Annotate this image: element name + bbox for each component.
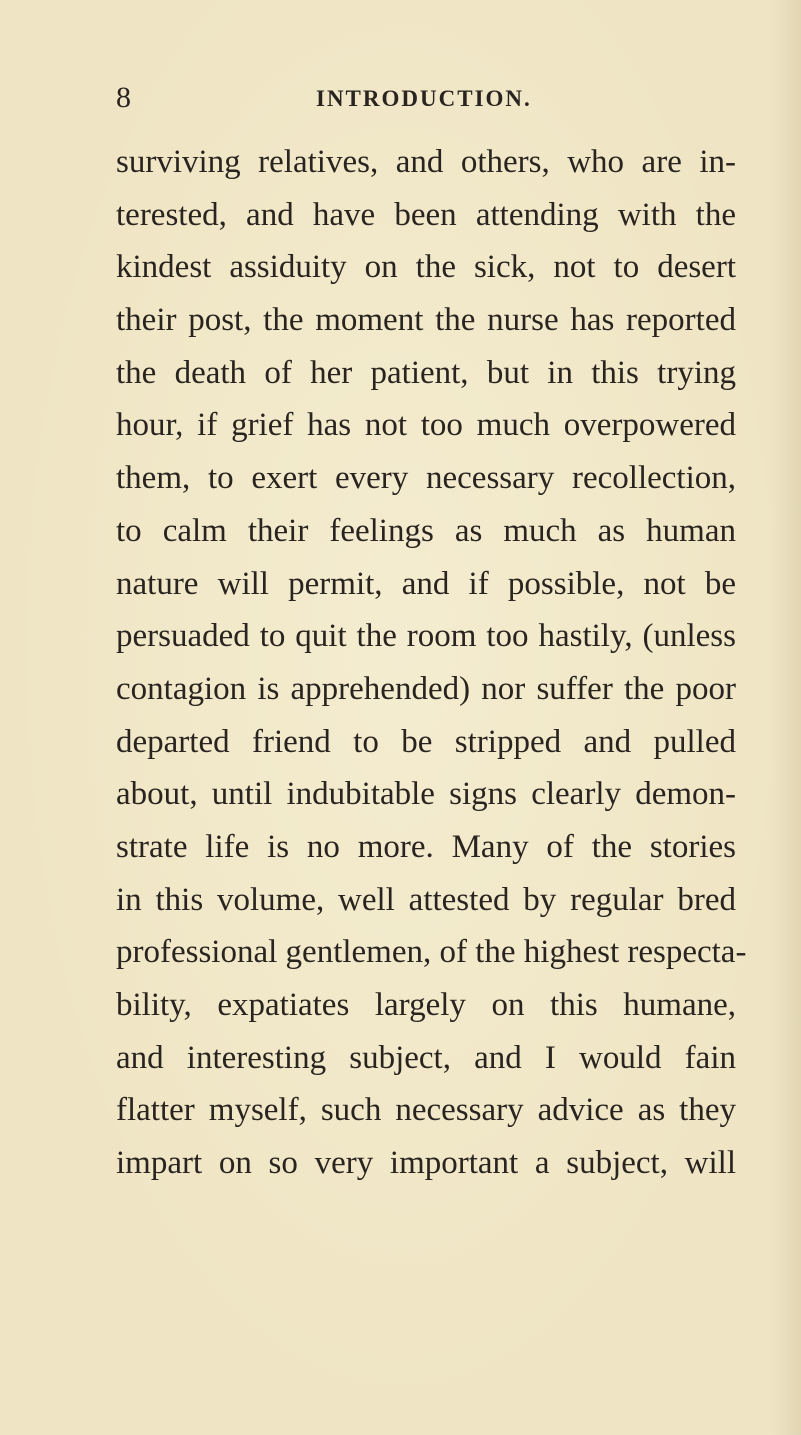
text-line: to calm their feelings as much as human (116, 512, 736, 549)
text-line: their post, the moment the nurse has reported (116, 302, 736, 339)
text-line: about, until indubitable signs clearly demon- (116, 776, 736, 813)
page-edge-shadow (771, 0, 801, 1435)
text-line: persuaded to quit the room too hastily, (unless (116, 618, 736, 655)
text-line: professional gentlemen, of the highest respecta- (116, 934, 747, 971)
text-line: nature will permit, and if possible, not be (116, 565, 736, 602)
body-text (116, 136, 747, 1190)
text-line: impart on so very important a subject, will (116, 1145, 736, 1182)
text-line: them, to exert every necessary recollection, (116, 460, 736, 497)
text-line: terested, and have been attending with the (116, 196, 736, 233)
text-line: contagion is apprehended) nor suffer the poor (116, 670, 736, 707)
text-line: kindest assiduity on the sick, not to desert (116, 249, 736, 286)
text-line: bility, expatiates largely on this humane, (116, 987, 736, 1023)
text-line: the death of her patient, but in this trying (116, 354, 736, 391)
text-line: hour, if grief has not too much overpowered (116, 407, 736, 444)
text-line: flatter myself, such necessary advice as they (116, 1092, 736, 1129)
running-head: INTRODUCTION. (316, 86, 532, 111)
text-line: and interesting subject, and I would fain (116, 1039, 736, 1076)
page-number: 8 (116, 81, 131, 114)
text-line: strate life is no more. Many of the stories (116, 828, 736, 865)
text-line: surviving relatives, and others, who are in- (116, 144, 736, 180)
text-line: departed friend to be stripped and pulled (116, 723, 736, 760)
text-line: in this volume, well attested by regular bred (116, 881, 736, 918)
page-header (116, 80, 726, 116)
